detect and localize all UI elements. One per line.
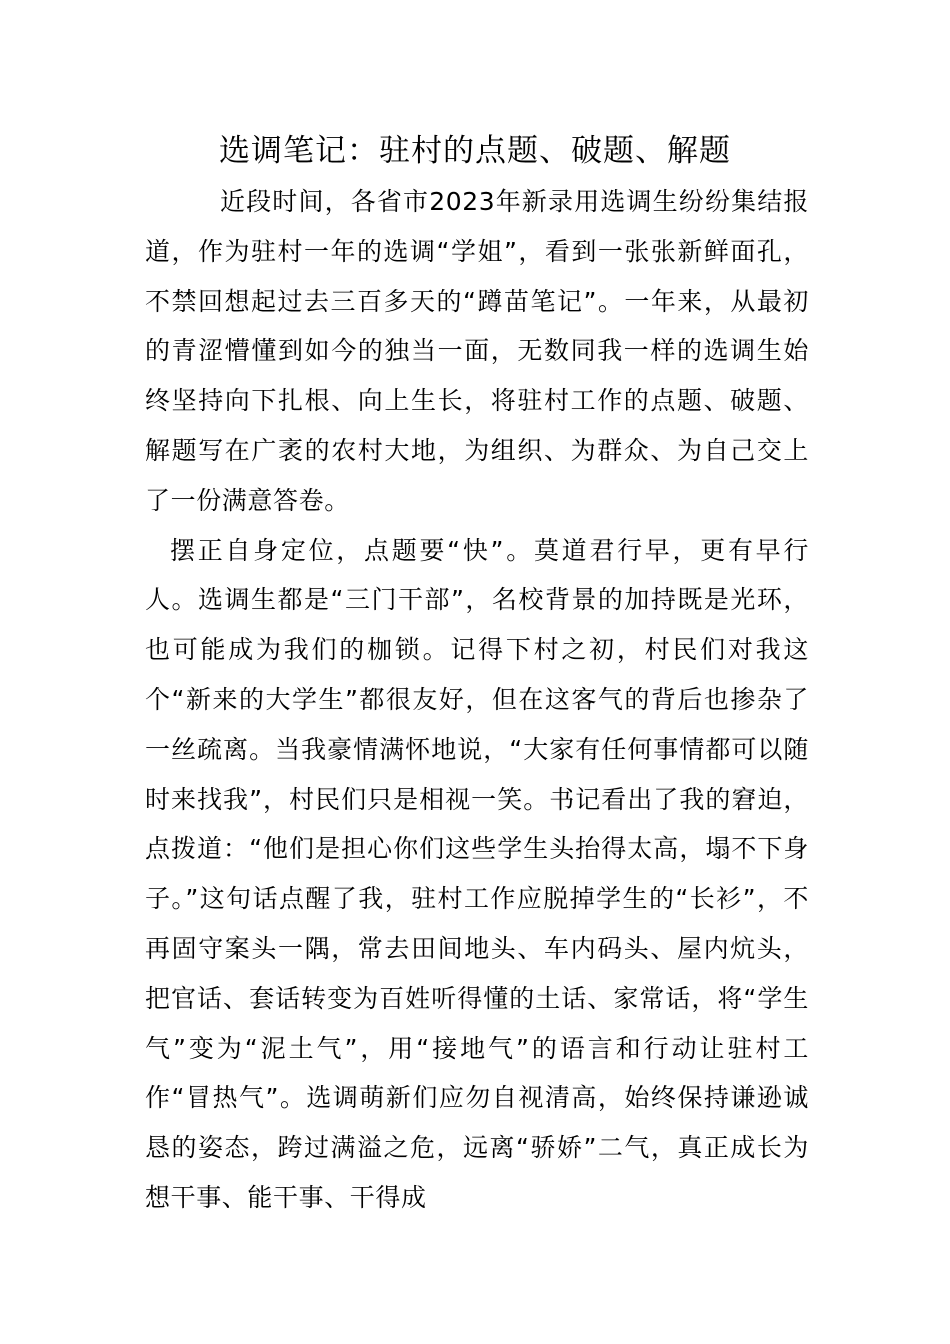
document-title: 选调笔记：驻村的点题、破题、解题 [219, 133, 731, 169]
document-body [145, 177, 809, 1223]
paragraph-positioning: 摆正自身定位，点题要“快”。莫道君行早，更有早行人。选调生都是“三门干部”，名校背景的加持既是光环，也可能成为我们的枷锁。记得下村之初，村民们对我这个“新来的大学生”都很友好，但在这客气的背后也掺杂了一丝疏离。当我豪情满怀地说，“大家有任何事情都可以随时来找我”，村民们只是相视一笑。书记看出了我的窘迫，点拨道：“他们是担心你们这些学生头抬得太高，塌不下身子。”这句话点醒了我，驻村工作应脱掉学生的“长衫”，不再固守案头一隅，常去田间地头、车内码头、屋内炕头，把官话、套话转变为百姓听得懂的土话、家常话，将“学生气”变为“泥土气”，用“接地气”的语言和行动让驻村工作“冒热气”。选调萌新们应勿自视清高，始终保持谦逊诚恳的姿态，跨过满溢之危，远离“骄娇”二气，真正成长为想干事、能干事、干得成 [145, 535, 809, 1212]
paragraph-intro: 近段时间，各省市2023年新录用选调生纷纷集结报道，作为驻村一年的选调“学姐”，看到一张张新鲜面孔，不禁回想起过去三百多天的“蹲苗笔记”。一年来，从最初的青涩懵懂到如今的独当一面，无数同我一样的选调生始终坚持向下扎根、向上生长，将驻村工作的点题、破题、解题写在广袤的农村大地，为组织、为群众、为自己交上了一份满意答卷。 [145, 187, 809, 515]
